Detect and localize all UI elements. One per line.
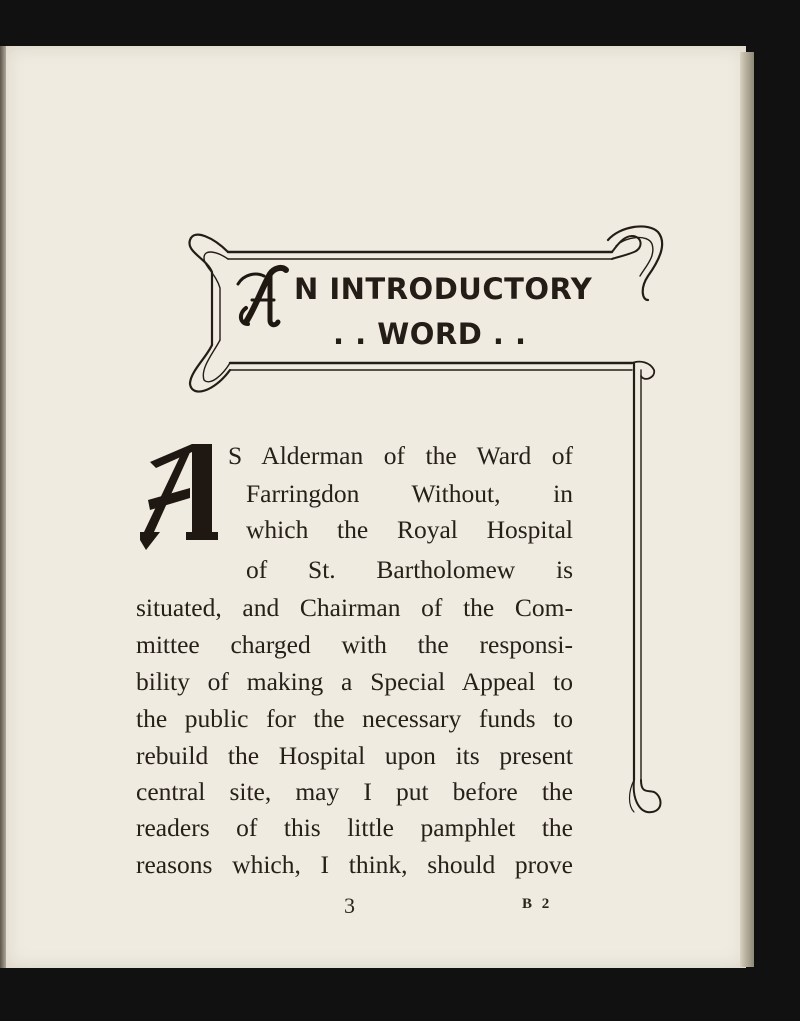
body-line-9: rebuild the Hospital upon its present <box>136 741 573 770</box>
page-number: 3 <box>344 893 355 918</box>
body-line-8: the public for the necessary funds to <box>136 704 573 733</box>
body-line-2: Farringdon Without, in <box>246 479 573 508</box>
heading-line-2: . . WORD . . <box>333 317 527 351</box>
ornamental-initial-a-icon <box>230 262 292 332</box>
body-line-12: reasons which, I think, should prove <box>136 850 573 879</box>
heading-line-1: N INTRODUCTORY <box>294 272 593 306</box>
body-line-11: readers of this little pamphlet the <box>136 813 573 842</box>
body-line-3: which the Royal Hospital <box>246 515 573 544</box>
body-line-1: S Alderman of the Ward of <box>228 441 573 470</box>
body-line-7: bility of making a Special Appeal to <box>136 667 573 696</box>
signature-mark: B 2 <box>522 896 553 912</box>
body-line-5: situated, and Chairman of the Com- <box>136 593 573 622</box>
dropcap-a-icon <box>140 440 218 552</box>
body-line-6: mittee charged with the responsi- <box>136 630 573 659</box>
body-line-10: central site, may I put before the <box>136 777 573 806</box>
body-line-4: of St. Bartholomew is <box>246 555 573 584</box>
